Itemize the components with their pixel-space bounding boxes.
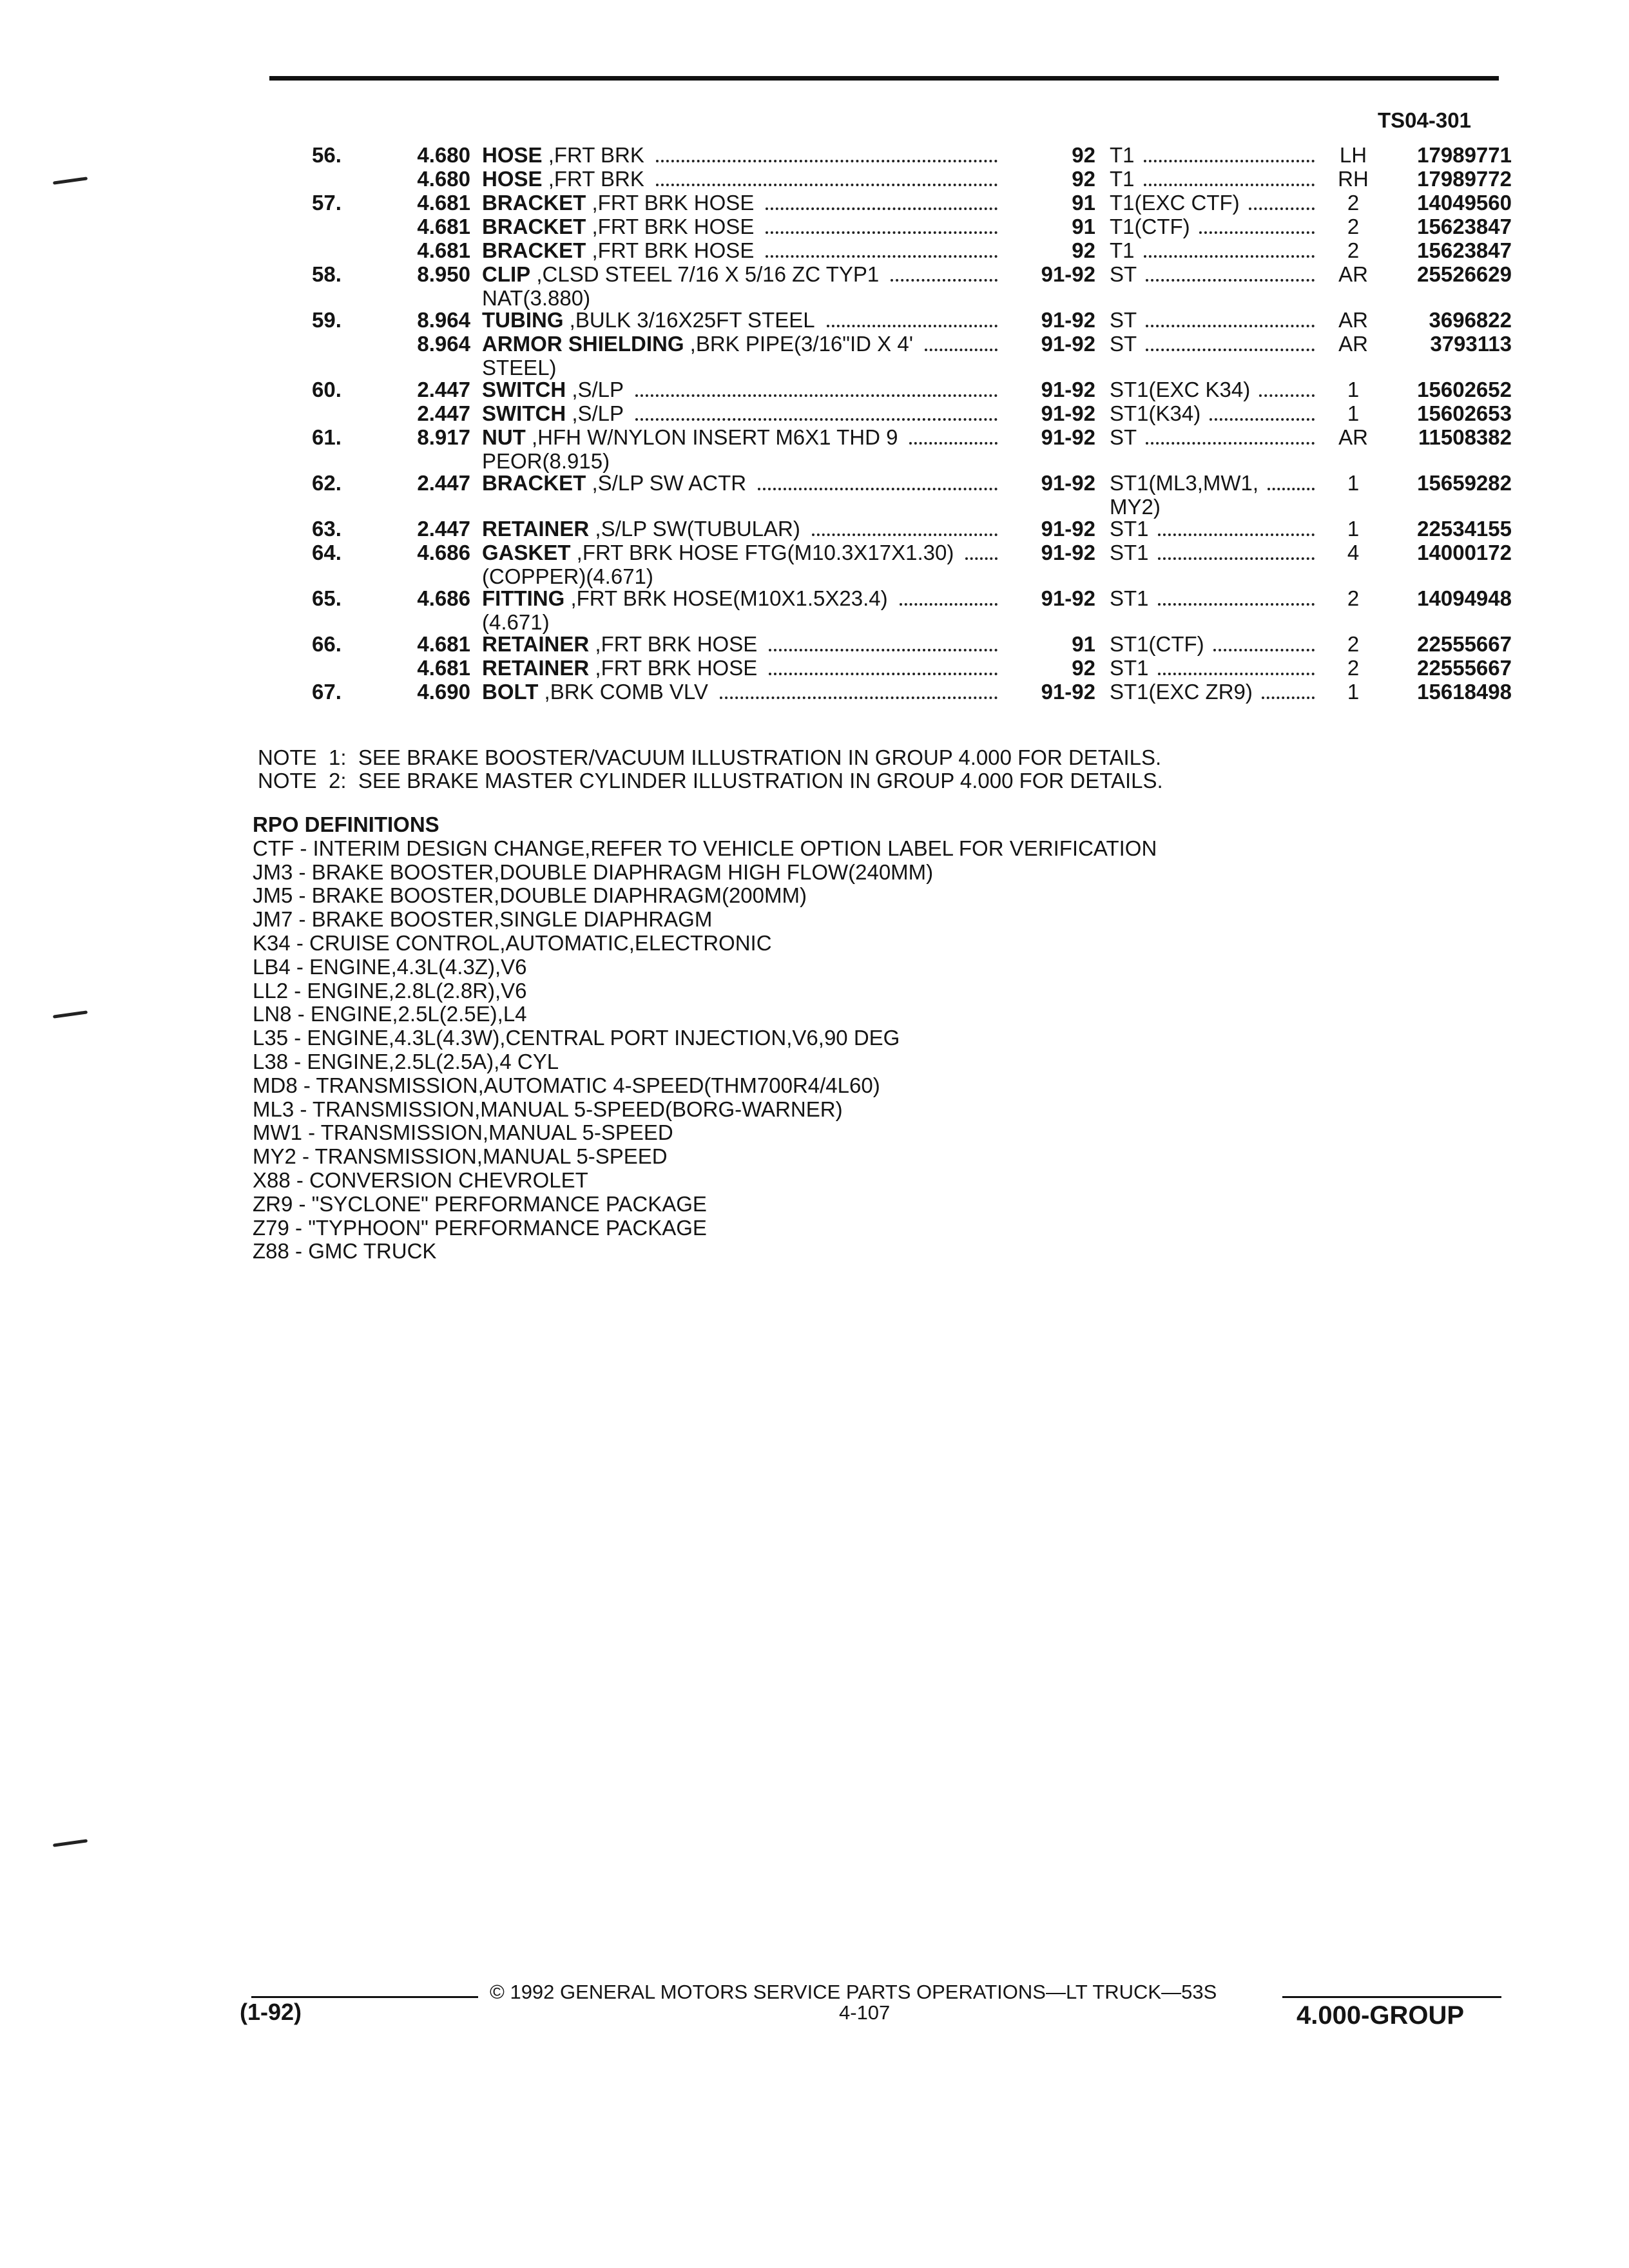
part-row <box>0 215 1629 238</box>
leader-dots <box>1144 160 1315 162</box>
part-number: 11508382 <box>1418 425 1512 449</box>
leader-dots <box>1213 649 1315 651</box>
quantity: 1 <box>1347 471 1360 495</box>
binder-hole-mark <box>53 1010 88 1018</box>
part-description <box>482 401 624 425</box>
quantity: 2 <box>1347 238 1360 262</box>
ref-number: 60. <box>312 378 342 401</box>
part-row-continuation <box>0 449 1629 471</box>
rpo-title: RPO DEFINITIONS <box>253 812 439 836</box>
part-name: TUBING <box>482 308 564 332</box>
rpo-item: ML3 - TRANSMISSION,MANUAL 5-SPEED(BORG-WARNER) <box>253 1097 843 1121</box>
part-detail: ,FRT BRK HOSE(M10X1.5X23.4) <box>564 586 888 610</box>
models: T1 <box>1110 167 1135 191</box>
part-description <box>482 586 888 610</box>
models: ST <box>1110 308 1137 332</box>
models: ST <box>1110 332 1137 356</box>
footer-rule-right <box>1282 1996 1501 1998</box>
leader-dots <box>1158 533 1315 536</box>
model-years: 91-92 <box>1041 378 1095 401</box>
part-number: 15602653 <box>1417 401 1512 425</box>
rpo-item: MD8 - TRANSMISSION,AUTOMATIC 4-SPEED(THM700R4/4L60) <box>253 1073 880 1097</box>
leader-dots <box>1268 488 1315 490</box>
model-years: 91-92 <box>1041 471 1095 495</box>
part-description <box>482 332 913 356</box>
leader-dots <box>1146 442 1315 445</box>
models: ST <box>1110 425 1137 449</box>
rpo-item: LN8 - ENGINE,2.5L(2.5E),L4 <box>253 1002 527 1026</box>
part-row-continuation <box>0 286 1629 308</box>
models: ST1(ML3,MW1, <box>1110 471 1259 495</box>
model-years: 91-92 <box>1041 517 1095 541</box>
part-detail: ,S/LP SW(TUBULAR) <box>589 517 800 541</box>
quantity: 2 <box>1347 656 1360 680</box>
leader-dots <box>769 649 998 651</box>
rpo-item: JM3 - BRAKE BOOSTER,DOUBLE DIAPHRAGM HIGH FLOW(240MM) <box>253 860 934 884</box>
models: ST1 <box>1110 586 1149 610</box>
rpo-item: ZR9 - "SYCLONE" PERFORMANCE PACKAGE <box>253 1191 707 1216</box>
part-row <box>0 656 1629 680</box>
part-detail: ,HFH W/NYLON INSERT M6X1 THD 9 <box>525 425 898 449</box>
ref-number: 59. <box>312 308 342 332</box>
part-number: 3696822 <box>1429 308 1512 332</box>
document-id: TS04-301 <box>1378 108 1471 132</box>
part-detail: ,S/LP <box>566 378 624 401</box>
part-detail: ,FRT BRK <box>542 143 644 167</box>
part-detail: ,FRT BRK HOSE <box>586 191 755 215</box>
group-number: 2.447 <box>417 471 470 495</box>
ref-number: 56. <box>312 143 342 167</box>
part-description-cont: (4.671) <box>482 610 550 634</box>
part-description-cont: STEEL) <box>482 356 557 380</box>
leader-dots <box>1144 184 1315 186</box>
leader-dots <box>1249 207 1315 210</box>
part-description <box>482 632 757 656</box>
leader-dots <box>965 557 998 560</box>
group-number: 2.447 <box>417 517 470 541</box>
rpo-item: LB4 - ENGINE,4.3L(4.3Z),V6 <box>253 954 527 979</box>
rpo-item: MY2 - TRANSMISSION,MANUAL 5-SPEED <box>253 1144 668 1169</box>
models: ST1 <box>1110 517 1149 541</box>
group-number: 8.917 <box>417 425 470 449</box>
part-row <box>0 167 1629 191</box>
model-years: 91-92 <box>1041 401 1095 425</box>
group-number: 4.681 <box>417 191 470 215</box>
models: T1(EXC CTF) <box>1110 191 1240 215</box>
rpo-definitions <box>253 813 1157 1264</box>
part-name: CLIP <box>482 262 531 286</box>
models-cont: MY2) <box>1110 495 1161 519</box>
part-number: 17989772 <box>1417 167 1512 191</box>
leader-dots <box>925 349 998 351</box>
quantity: 1 <box>1347 680 1360 704</box>
model-years: 91 <box>1072 632 1095 656</box>
part-description <box>482 215 754 238</box>
part-row-continuation <box>0 564 1629 586</box>
leader-dots <box>1262 697 1315 699</box>
part-detail: ,FRT BRK HOSE FTG(M10.3X17X1.30) <box>570 541 954 564</box>
part-description <box>482 167 644 191</box>
part-detail: ,FRT BRK HOSE <box>589 632 758 656</box>
part-number: 15602652 <box>1417 378 1512 401</box>
group-number: 8.964 <box>417 332 470 356</box>
part-number: 14094948 <box>1417 586 1512 610</box>
leader-dots <box>769 673 998 675</box>
models: ST1(EXC ZR9) <box>1110 680 1253 704</box>
note-1: NOTE 1: SEE BRAKE BOOSTER/VACUUM ILLUSTRATION IN GROUP 4.000 FOR DETAILS. <box>258 745 1162 769</box>
part-number: 15618498 <box>1417 680 1512 704</box>
part-row <box>0 262 1629 286</box>
part-row <box>0 586 1629 610</box>
models: ST1 <box>1110 656 1149 680</box>
rpo-item: JM7 - BRAKE BOOSTER,SINGLE DIAPHRAGM <box>253 907 713 932</box>
leader-dots <box>1158 557 1315 560</box>
quantity: 4 <box>1347 541 1360 564</box>
part-name: BRACKET <box>482 215 586 238</box>
part-row <box>0 332 1629 356</box>
part-detail: ,BRK COMB VLV <box>538 680 708 704</box>
part-name: BOLT <box>482 680 539 704</box>
footer-group: 4.000-GROUP <box>1296 2001 1465 2030</box>
quantity: 2 <box>1347 215 1360 238</box>
ref-number: 63. <box>312 517 342 541</box>
quantity: AR <box>1338 425 1368 449</box>
part-description <box>482 471 746 495</box>
ref-number: 61. <box>312 425 342 449</box>
part-number: 17989771 <box>1417 143 1512 167</box>
part-detail: ,FRT BRK HOSE <box>586 238 755 262</box>
leader-dots <box>1146 279 1315 282</box>
ref-number: 62. <box>312 471 342 495</box>
group-number: 4.681 <box>417 238 470 262</box>
quantity: AR <box>1338 332 1368 356</box>
leader-dots <box>766 231 998 234</box>
part-description <box>482 541 954 564</box>
group-number: 8.964 <box>417 308 470 332</box>
part-name: HOSE <box>482 143 543 167</box>
part-row-continuation <box>0 495 1629 517</box>
leader-dots <box>812 533 998 536</box>
rpo-item: MW1 - TRANSMISSION,MANUAL 5-SPEED <box>253 1120 673 1145</box>
part-name: RETAINER <box>482 656 590 680</box>
leader-dots <box>656 184 998 186</box>
part-row <box>0 632 1629 656</box>
page-number: 4-107 <box>839 2001 891 2024</box>
part-number: 22555667 <box>1417 632 1512 656</box>
rpo-item: JM5 - BRAKE BOOSTER,DOUBLE DIAPHRAGM(200MM) <box>253 883 807 908</box>
leader-dots <box>1144 255 1315 258</box>
top-rule <box>269 76 1499 81</box>
model-years: 91 <box>1072 191 1095 215</box>
binder-hole-mark <box>53 1839 88 1847</box>
leader-dots <box>1158 603 1315 606</box>
quantity: LH <box>1339 143 1367 167</box>
part-number: 25526629 <box>1417 262 1512 286</box>
part-number: 15659282 <box>1417 471 1512 495</box>
models: T1 <box>1110 238 1135 262</box>
part-name: BRACKET <box>482 191 586 215</box>
group-number: 4.681 <box>417 215 470 238</box>
part-row <box>0 471 1629 495</box>
leader-dots <box>1210 418 1315 421</box>
part-name: FITTING <box>482 586 565 610</box>
ref-number: 65. <box>312 586 342 610</box>
group-number: 4.686 <box>417 586 470 610</box>
part-detail: ,FRT BRK <box>542 167 644 191</box>
part-row-continuation <box>0 356 1629 378</box>
part-description <box>482 191 754 215</box>
part-description <box>482 238 754 262</box>
part-detail: ,CLSD STEEL 7/16 X 5/16 ZC TYP1 <box>530 262 880 286</box>
leader-dots <box>766 255 998 258</box>
rpo-item: X88 - CONVERSION CHEVROLET <box>253 1168 588 1192</box>
group-number: 2.447 <box>417 378 470 401</box>
part-row <box>0 238 1629 262</box>
rpo-item: Z88 - GMC TRUCK <box>253 1239 437 1264</box>
part-detail: ,BULK 3/16X25FT STEEL <box>563 308 815 332</box>
part-row-continuation <box>0 610 1629 632</box>
notes-section <box>258 746 1163 793</box>
model-years: 92 <box>1072 656 1095 680</box>
models: T1 <box>1110 143 1135 167</box>
part-name: HOSE <box>482 167 543 191</box>
model-years: 91-92 <box>1041 586 1095 610</box>
quantity: 1 <box>1347 378 1360 401</box>
part-description <box>482 680 708 704</box>
group-number: 4.690 <box>417 680 470 704</box>
group-number: 4.681 <box>417 632 470 656</box>
quantity: 1 <box>1347 517 1360 541</box>
part-number: 14049560 <box>1417 191 1512 215</box>
rpo-item: L38 - ENGINE,2.5L(2.5A),4 CYL <box>253 1049 559 1073</box>
part-number: 15623847 <box>1417 238 1512 262</box>
models: ST <box>1110 262 1137 286</box>
model-years: 91-92 <box>1041 262 1095 286</box>
parts-list <box>0 143 1629 704</box>
footer-date: (1-92) <box>240 1999 302 2025</box>
models: ST1(EXC K34) <box>1110 378 1251 401</box>
leader-dots <box>909 442 998 445</box>
group-number: 4.681 <box>417 656 470 680</box>
part-row <box>0 425 1629 449</box>
leader-dots <box>1146 325 1315 327</box>
leader-dots <box>1199 231 1315 234</box>
model-years: 91-92 <box>1041 541 1095 564</box>
part-number: 15623847 <box>1417 215 1512 238</box>
quantity: 2 <box>1347 632 1360 656</box>
part-description <box>482 308 815 332</box>
part-description <box>482 378 624 401</box>
part-name: ARMOR SHIELDING <box>482 332 684 356</box>
rpo-item: CTF - INTERIM DESIGN CHANGE,REFER TO VEHICLE OPTION LABEL FOR VERIFICATION <box>253 836 1157 860</box>
part-name: RETAINER <box>482 632 590 656</box>
leader-dots <box>766 207 998 210</box>
part-row <box>0 517 1629 541</box>
leader-dots <box>891 279 998 282</box>
quantity: 2 <box>1347 586 1360 610</box>
part-row <box>0 378 1629 401</box>
rpo-item: Z79 - "TYPHOON" PERFORMANCE PACKAGE <box>253 1215 707 1240</box>
group-number: 4.680 <box>417 143 470 167</box>
note-2: NOTE 2: SEE BRAKE MASTER CYLINDER ILLUSTRATION IN GROUP 4.000 FOR DETAILS. <box>258 769 1163 793</box>
models: ST1 <box>1110 541 1149 564</box>
part-description-cont: PEOR(8.915) <box>482 449 610 473</box>
quantity: 1 <box>1347 401 1360 425</box>
rpo-item: LL2 - ENGINE,2.8L(2.8R),V6 <box>253 978 527 1003</box>
model-years: 91-92 <box>1041 332 1095 356</box>
ref-number: 58. <box>312 262 342 286</box>
rpo-item: K34 - CRUISE CONTROL,AUTOMATIC,ELECTRONIC <box>253 930 772 955</box>
ref-number: 64. <box>312 541 342 564</box>
leader-dots <box>1158 673 1315 675</box>
part-name: BRACKET <box>482 471 586 495</box>
part-row <box>0 401 1629 425</box>
models: T1(CTF) <box>1110 215 1190 238</box>
part-description <box>482 143 644 167</box>
group-number: 2.447 <box>417 401 470 425</box>
part-description <box>482 517 800 541</box>
quantity: RH <box>1338 167 1369 191</box>
part-number: 3793113 <box>1430 332 1512 356</box>
group-number: 4.686 <box>417 541 470 564</box>
leader-dots <box>656 160 998 162</box>
model-years: 92 <box>1072 143 1095 167</box>
leader-dots <box>1146 349 1315 351</box>
leader-dots <box>635 418 998 421</box>
part-description-cont: (COPPER)(4.671) <box>482 564 653 588</box>
part-number: 22555667 <box>1417 656 1512 680</box>
leader-dots <box>635 394 998 397</box>
part-description <box>482 656 757 680</box>
models: ST1(K34) <box>1110 401 1201 425</box>
rpo-list <box>253 837 1157 1264</box>
leader-dots <box>720 697 998 699</box>
part-row <box>0 143 1629 167</box>
leader-dots <box>900 603 998 606</box>
part-name: GASKET <box>482 541 571 564</box>
leader-dots <box>758 488 998 490</box>
part-detail: ,FRT BRK HOSE <box>586 215 755 238</box>
leader-dots <box>827 325 998 327</box>
models: ST1(CTF) <box>1110 632 1204 656</box>
part-name: NUT <box>482 425 526 449</box>
part-description <box>482 262 879 286</box>
quantity: AR <box>1338 308 1368 332</box>
part-detail: ,S/LP SW ACTR <box>586 471 747 495</box>
rpo-item: L35 - ENGINE,4.3L(4.3W),CENTRAL PORT INJECTION,V6,90 DEG <box>253 1026 900 1050</box>
part-name: RETAINER <box>482 517 590 541</box>
ref-number: 57. <box>312 191 342 215</box>
part-description-cont: NAT(3.880) <box>482 286 591 310</box>
group-number: 4.680 <box>417 167 470 191</box>
model-years: 92 <box>1072 167 1095 191</box>
group-number: 8.950 <box>417 262 470 286</box>
part-name: SWITCH <box>482 401 566 425</box>
quantity: 2 <box>1347 191 1360 215</box>
ref-number: 67. <box>312 680 342 704</box>
part-number: 22534155 <box>1417 517 1512 541</box>
model-years: 92 <box>1072 238 1095 262</box>
part-detail: ,FRT BRK HOSE <box>589 656 758 680</box>
part-row <box>0 541 1629 564</box>
part-detail: ,S/LP <box>566 401 624 425</box>
part-name: BRACKET <box>482 238 586 262</box>
part-description <box>482 425 898 449</box>
model-years: 91-92 <box>1041 308 1095 332</box>
part-number: 14000172 <box>1417 541 1512 564</box>
footer-copyright: © 1992 GENERAL MOTORS SERVICE PARTS OPERATIONS—LT TRUCK—53S <box>490 1981 1217 2003</box>
part-row <box>0 308 1629 332</box>
part-row <box>0 680 1629 704</box>
ref-number: 66. <box>312 632 342 656</box>
quantity: AR <box>1338 262 1368 286</box>
model-years: 91-92 <box>1041 680 1095 704</box>
part-detail: ,BRK PIPE(3/16"ID X 4' <box>684 332 913 356</box>
footer-rule-left <box>251 1996 478 1998</box>
part-row <box>0 191 1629 215</box>
model-years: 91 <box>1072 215 1095 238</box>
model-years: 91-92 <box>1041 425 1095 449</box>
leader-dots <box>1259 394 1315 397</box>
part-name: SWITCH <box>482 378 566 401</box>
